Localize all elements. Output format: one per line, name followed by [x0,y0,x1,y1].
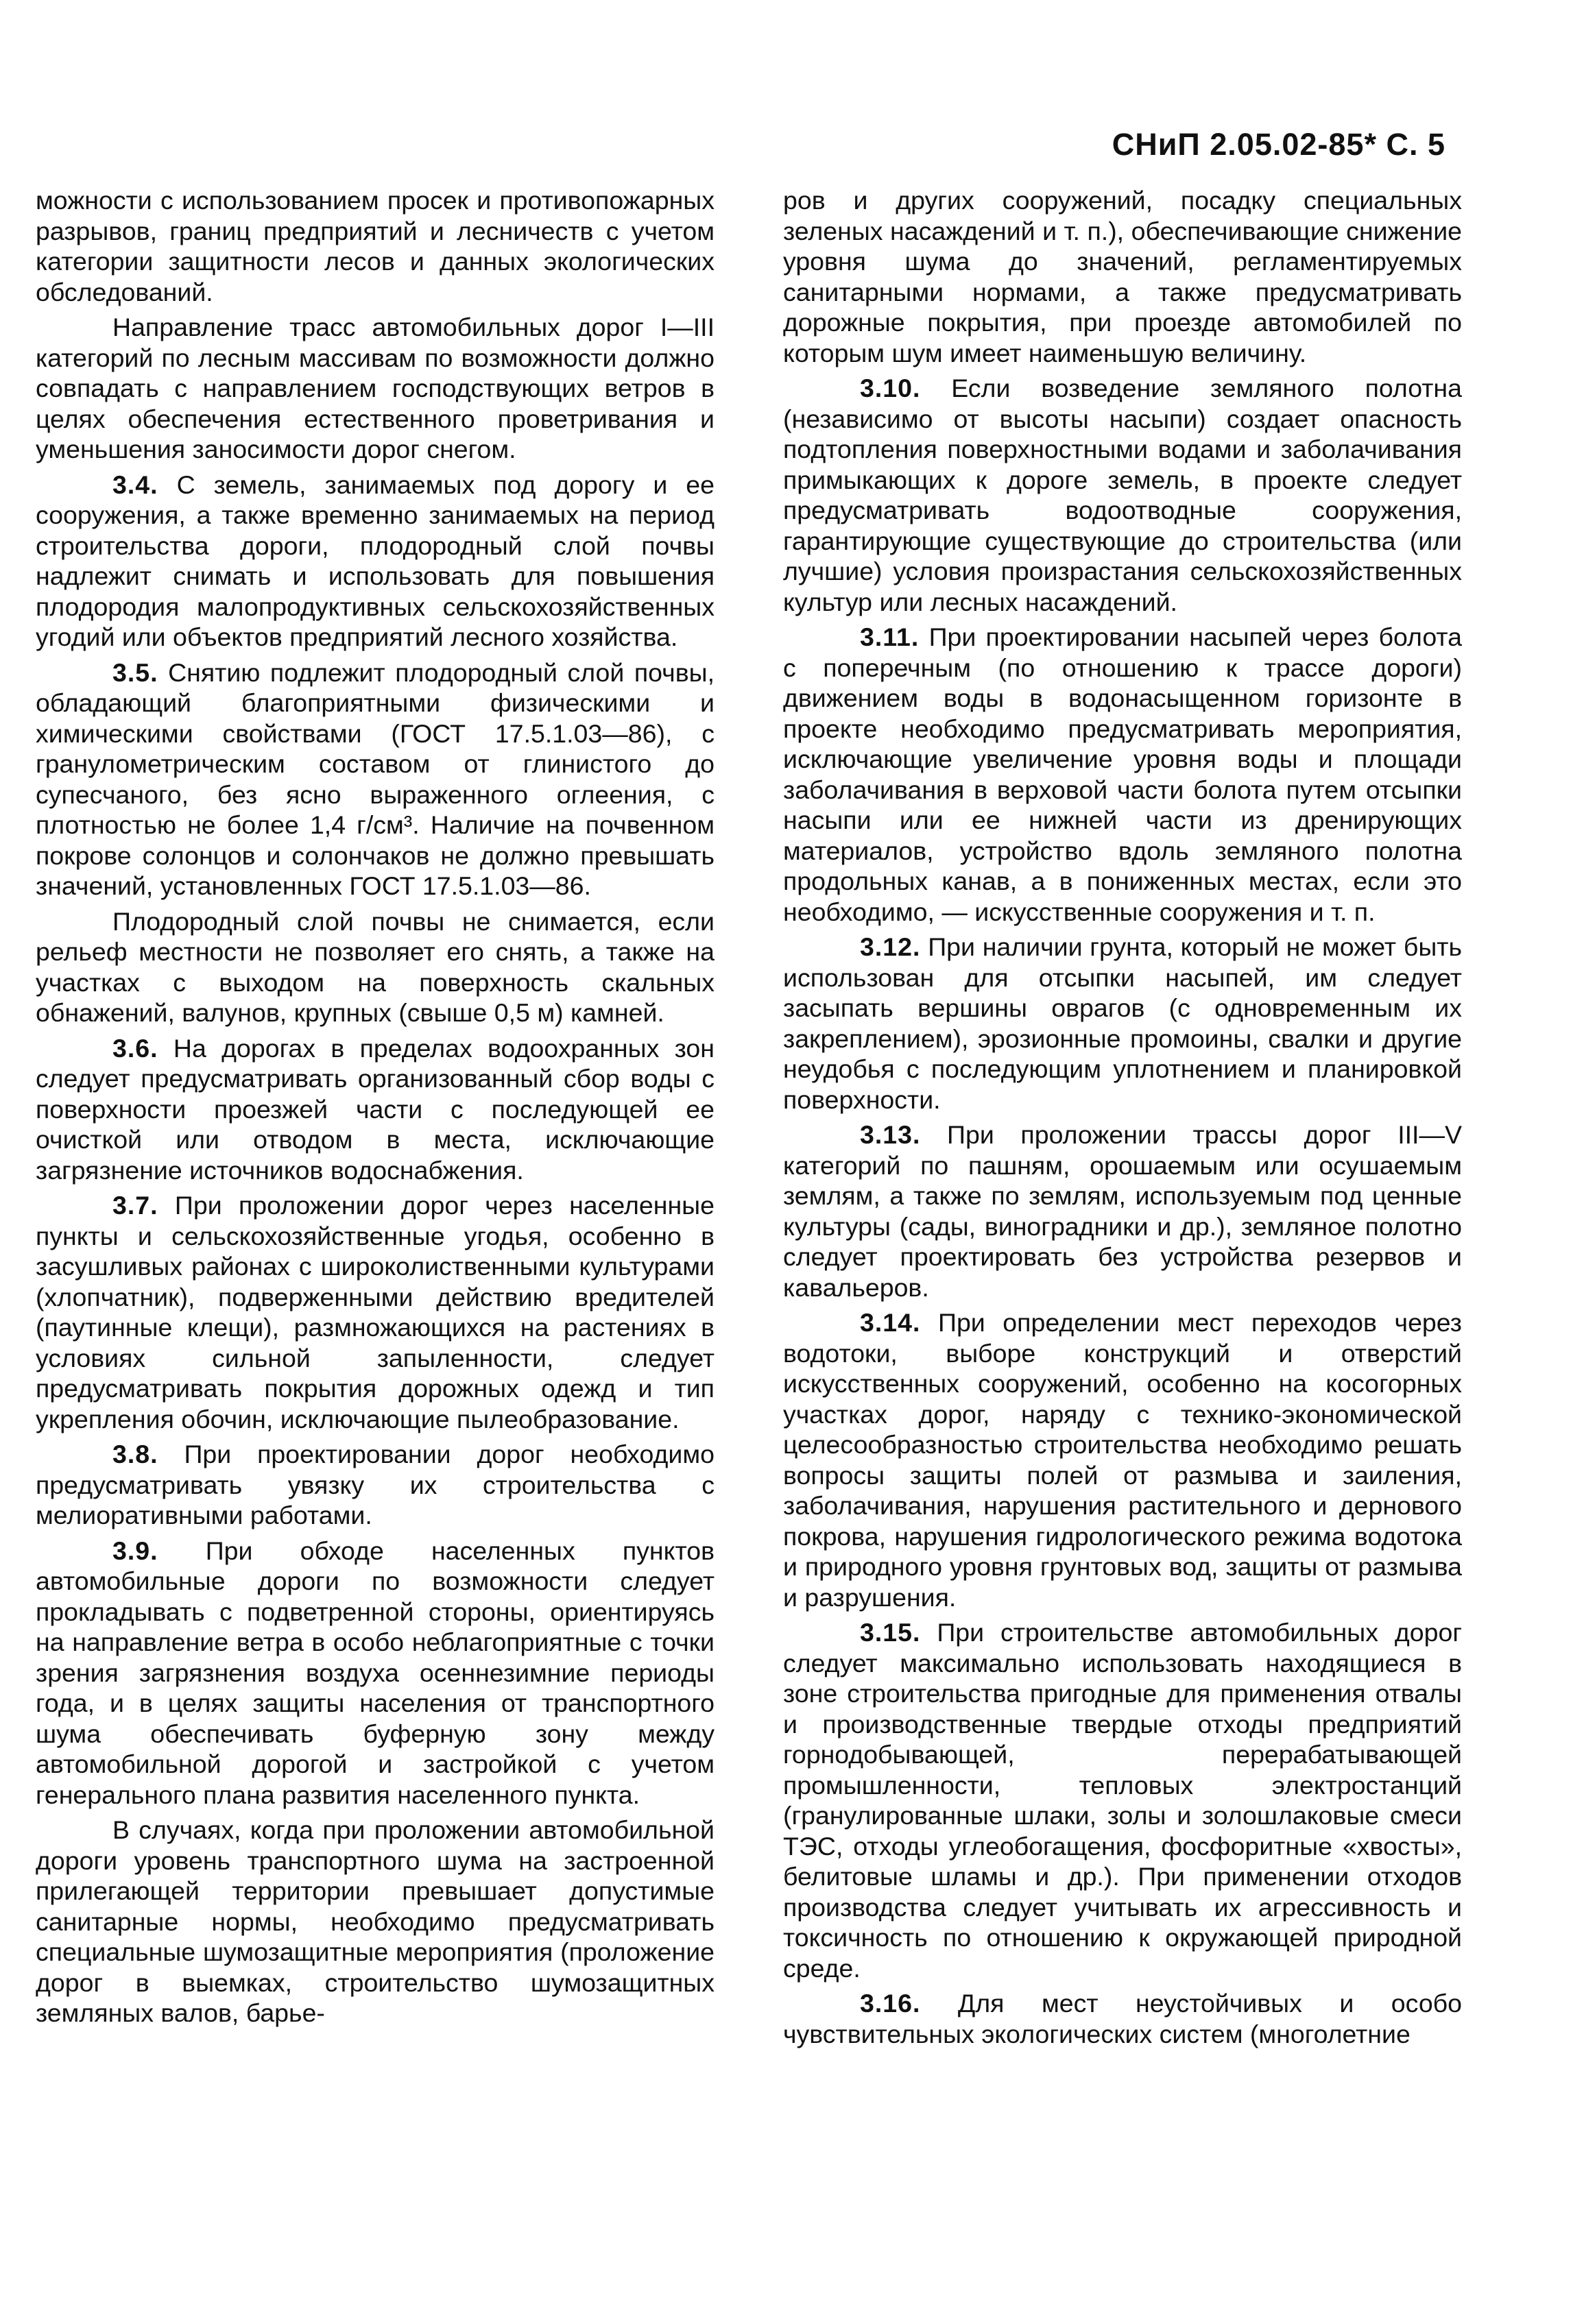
paragraph-text: Направление трасс автомобильных дорог I—III категорий по лесным массивам по возможности должно совпадать с направлением господствующих ветров в целях обеспечения естественного проветривания и уменьшения заносимости дорог снегом. [36,313,715,463]
paragraph-text: При проектировании дорог необходимо предусматривать увязку их строительства с мелиоративными работами. [36,1440,715,1529]
paragraph-text: ров и других сооружений, посадку специальных зеленых насаждений и т. п.), обеспечивающие снижение уровня шума до значений, регламентируемых санитарными нормами, а также предусматривать дорожные покрытия, при проезде автомобилей по которым шум имеет наименьшую величину. [783,186,1462,367]
paragraph [783,1307,1462,1612]
paragraph-text: При наличии грунта, который не может быть использован для отсыпки насыпей, им следует засыпать вершины оврагов (с одновременным их закреплением), эрозионные промоины, свалки и другие неудобья с последующим уплотнением и планировкой поверхности. [783,932,1462,1114]
paragraph [783,932,1462,1115]
section-number: 3.9. [112,1536,158,1565]
paragraph [36,1190,715,1434]
section-number: 3.16. [860,1989,921,2018]
paragraph [36,470,715,653]
paragraph-text: При проложении трассы дорог III—V категорий по пашням, орошаемым или осушаемым землям, а также по землям, используемым под ценные культуры (сады, виноградники и др.), земляное полотно следует проектировать без устройства резервов и кавальеров. [783,1120,1462,1302]
paragraph [783,373,1462,617]
paragraph-text: можности с использованием просек и противопожарных разрывов, границ предприятий и лесничеств с учетом категории защитности лесов и данных экологических обследований. [36,186,715,306]
section-number: 3.15. [860,1618,921,1647]
section-number: 3.8. [112,1440,158,1468]
section-number: 3.14. [860,1308,921,1337]
section-number: 3.5. [112,657,158,687]
section-number: 3.4. [112,470,158,499]
section-number: 3.11. [860,622,920,651]
paragraph-text: При проложении дорог через населенные пункты и сельскохозяйственные угодья, особенно в засушливых районах с широколиственными культурами (хлопчатник), подверженными действию вредителей (паутинные клещи), размножающихся на растениях в условиях сильной запыленности, следует предусматривать покрытия дорожных одежд и тип укрепления обочин, исключающие пылеобразование. [36,1191,715,1433]
paragraph-text: В случаях, когда при проложении автомобильной дороги уровень транспортного шума на застроенной прилегающей территории превышает допустимые санитарные нормы, необходимо предусматривать специальные шумозащитные мероприятия (проложение дорог в выемках, строительство шумозащитных земляных валов, барье- [36,1815,715,2027]
paragraph-text: На дорогах в пределах водоохранных зон следует предусматривать организованный сбор воды с поверхности проезжей части с последующей ее очисткой или отводом в места, исключающие загрязнение источников водоснабжения. [36,1033,715,1185]
section-number: 3.13. [860,1120,921,1149]
right-text-column [783,185,1462,2242]
running-header: СНиП 2.05.02-85* С. 5 [1112,127,1445,162]
section-number: 3.6. [112,1033,158,1063]
section-number: 3.7. [112,1191,158,1220]
paragraph-text: При обходе населенных пунктов автомобильные дороги по возможности следует прокладывать с подветренной стороны, ориентируясь на направление ветра в особо неблагоприятные с точки зрения загрязнения воздуха осеннезимние периоды года, и в целях защиты населения от транспортного шума обеспечивать буферную зону между автомобильной дорогой и застройкой с учетом генерального плана развития населенного пункта. [36,1536,715,1809]
paragraph [783,185,1462,368]
paragraph [36,906,715,1028]
paragraph-text: При определении мест переходов через водотоки, выборе конструкций и отверстий искусственных сооружений, особенно на косогорных участках дорог, наряду с технико-экономической целесообразностью строительства необходимо решать вопросы защиты полей от размыва и заиления, заболачивания, нарушения растительного и дернового покрова, нарушения гидрологического режима водотока и природного уровня грунтовых вод, защиты от размыва и разрушения. [783,1308,1462,1612]
section-number: 3.10. [860,374,921,402]
paragraph [783,1119,1462,1303]
paragraph-text: С земель, занимаемых под дорогу и ее сооружения, а также временно занимаемых на период строительства дороги, плодородный слой почвы надлежит снимать и использовать для повышения плодородия малопродуктивных сельскохозяйственных угодий или объектов предприятий лесного хозяйства. [36,470,715,651]
paragraph [783,1988,1462,2049]
paragraph [36,312,715,465]
paragraph [36,185,715,307]
paragraph-text: Плодородный слой почвы не снимается, если рельеф местности не позволяет его снять, а также на участках с выходом на поверхность скальных обнажений, валунов, крупных (свыше 0,5 м) камней. [36,906,715,1027]
paragraph [36,657,715,901]
paragraph [783,1617,1462,1983]
paragraph [36,1815,715,2029]
paragraph [36,1439,715,1531]
paragraph-text: При строительстве автомобильных дорог следует максимально использовать находящиеся в зоне строительства пригодные для применения отвалы и производственные твердые отходы предприятий горнодобывающей, перерабатывающей промышленности, тепловых электростанций (гранулированные шлаки, золы и золошлаковые смеси ТЭС, отходы углеобогащения, фосфоритные «хвосты», белитовые шламы и др.). При применении отходов производства следует учитывать их агрессивность и токсичность по отношению к окружающей природной среде. [783,1618,1462,1983]
paragraph [783,622,1462,927]
left-text-column [36,185,715,2242]
paragraph [36,1033,715,1186]
section-number: 3.12. [860,932,921,961]
paragraph-text: Если возведение земляного полотна (независимо от высоты насыпи) создает опасность подтопления поверхностными водами и заболачивания примыкающих к дороге земель, в проекте следует предусматривать водоотводные сооружения, гарантирующие существующие до строительства (или лучшие) условия произрастания сельскохозяйственных культур или лесных насаждений. [783,374,1462,616]
paragraph-text: Для мест неустойчивых и особо чувствительных экологических систем (многолетние [783,1989,1462,2048]
paragraph-text: Снятию подлежит плодородный слой почвы, обладающий благоприятными физическими и химическими свойствами (ГОСТ 17.5.1.03—86), с гранулометрическим составом от глинистого до супесчаного, без ясно выраженного оглеения, с плотностью не более 1,4 г/см³. Наличие на почвенном покрове солонцов и солончаков не должно превышать значений, установленных ГОСТ 17.5.1.03—86. [36,657,715,900]
paragraph-text: При проектировании насыпей через болота с поперечным (по отношению к трассе дороги) движением воды в водонасыщенном горизонте в проекте необходимо предусматривать мероприятия, исключающие увеличение уровня воды и площади заболачивания в верховой части болота путем отсыпки насыпи или ее нижней части из дренирующих материалов, устройство вдоль земляного полотна продольных канав, а в пониженных местах, если это необходимо, — искусственные сооружения и т. п. [783,622,1462,926]
paragraph [36,1536,715,1811]
